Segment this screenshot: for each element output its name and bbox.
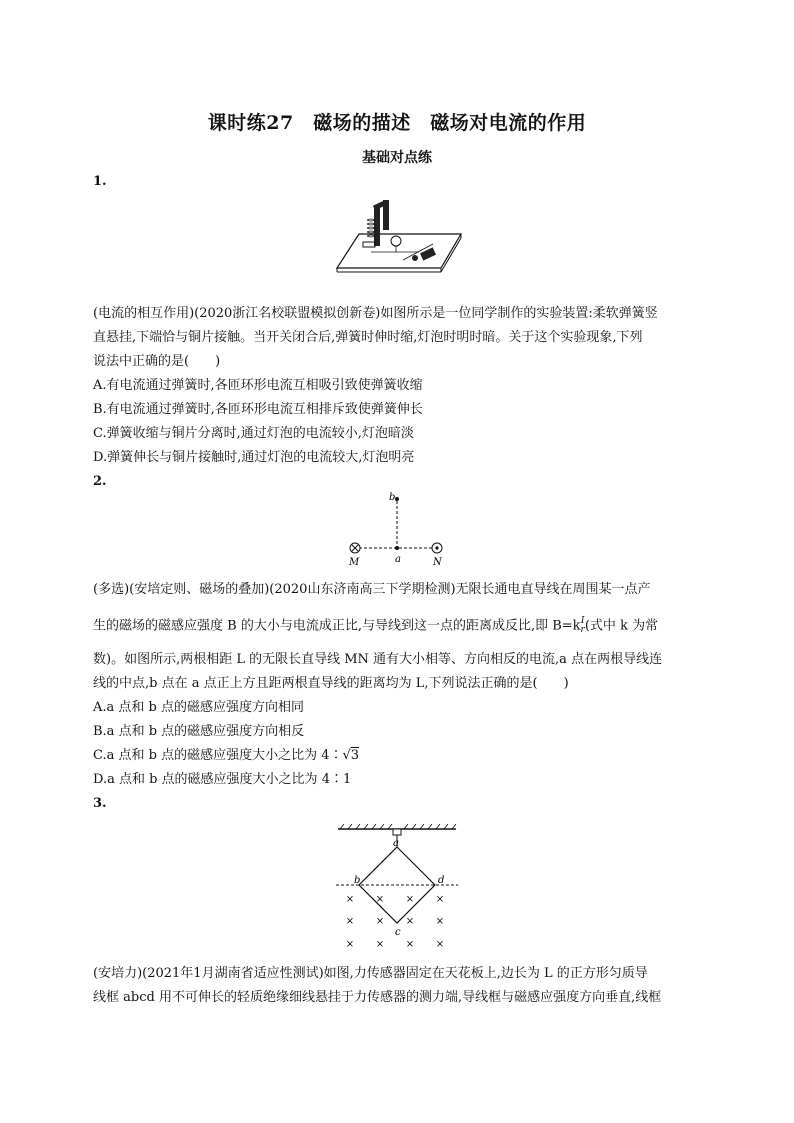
q2-option-d: D.a 点和 b 点的磁感应强度大小之比为 4∶1 [93, 772, 352, 787]
q2-stem-line-1: (多选)(安培定则、磁场的叠加)(2020山东济南高三下学期检测)无限长通电直导线在周围某一点产 [93, 582, 651, 597]
field-cross-mark: × [405, 916, 415, 927]
q1-option-b: B.有电流通过弹簧时,各匝环形电流互相排斥致使弹簧伸长 [93, 402, 423, 417]
q2-stem-line-2 [93, 617, 713, 635]
q2-label-n: N [433, 557, 442, 568]
q2-label-a: a [395, 554, 401, 565]
field-cross-mark: × [345, 916, 355, 927]
field-cross-mark: × [375, 894, 385, 905]
field-cross-mark: × [375, 916, 385, 927]
q2-stem-line-4: 线的中点,b 点在 a 点正上方且距两根直导线的距离均为 L,下列说法正确的是( ) [93, 676, 569, 691]
q2-label-m: M [349, 557, 360, 568]
question-1-number: 1. [93, 174, 107, 189]
q2-stem-line-3: 数)。如图所示,两根相距 L 的无限长直导线 MN 通有大小相等、方向相反的电流,a 点在两根导线连 [93, 652, 663, 667]
q2-label-b: b [389, 492, 396, 503]
q2-fraction-i-over-r: I r [580, 616, 585, 635]
q1-apparatus-figure [333, 196, 465, 274]
q2-stem-line-2-b: (式中 k 为常 [584, 618, 659, 634]
q1-stem-line-3: 说法中正确的是( ) [93, 354, 221, 369]
field-cross-mark: × [405, 939, 415, 950]
field-cross-mark: × [435, 916, 445, 927]
q3-wire-frame-figure [336, 823, 460, 955]
field-cross-mark: × [435, 894, 445, 905]
q3-stem-line-2: 线框 abcd 用不可伸长的轻质绝缘细线悬挂于力传感器的测力端,导线框与磁感应强度方向垂直,线框 [93, 990, 662, 1005]
q3-label-a: a [393, 838, 399, 849]
q3-stem-line-1: (安培力)(2021年1月湖南省适应性测试)如图,力传感器固定在天花板上,边长为 L 的正方形匀质导 [93, 966, 648, 981]
page-title: 课时练27 磁场的描述 磁场对电流的作用 [207, 112, 587, 134]
field-cross-mark: × [375, 939, 385, 950]
q1-option-c: C.弹簧收缩与铜片分离时,通过灯泡的电流较小,灯泡暗淡 [93, 426, 414, 441]
magnetic-field-cross-marks [346, 894, 444, 950]
sqrt-symbol: √ [342, 748, 351, 763]
q2-option-c-root: 3 [350, 748, 360, 763]
field-cross-mark: × [345, 939, 355, 950]
field-cross-mark: × [405, 894, 415, 905]
section-heading: 基础对点练 [362, 150, 432, 166]
q2-option-b: B.a 点和 b 点的磁感应强度方向相反 [93, 724, 305, 739]
question-2-number: 2. [93, 474, 107, 489]
q2-option-c: C.a 点和 b 点的磁感应强度大小之比为 4∶√3 [93, 748, 360, 763]
q2-stem-line-2-a: 生的磁场的磁感应强度 B 的大小与电流成正比,与导线到这一点的距离成反比,即 B=k [93, 618, 581, 634]
q1-stem-line-1: (电流的相互作用)(2020浙江名校联盟模拟创新卷)如图所示是一位同学制作的实验装置:柔软弹簧竖 [93, 306, 658, 321]
q1-stem-line-2: 直悬挂,下端恰与铜片接触。当开关闭合后,弹簧时伸时缩,灯泡时明时暗。关于这个实验现象,下列 [93, 330, 643, 345]
q1-option-a: A.有电流通过弹簧时,各匝环形电流互相吸引致使弹簧收缩 [93, 378, 423, 393]
field-cross-mark: × [345, 894, 355, 905]
q3-label-c: c [395, 927, 401, 938]
q3-label-d: d [438, 875, 445, 886]
q2-option-a: A.a 点和 b 点的磁感应强度方向相同 [93, 700, 304, 715]
q2-wire-figure [340, 490, 452, 572]
question-3-number: 3. [93, 796, 107, 811]
q1-option-d: D.弹簧伸长与铜片接触时,通过灯泡的电流较大,灯泡明亮 [93, 450, 415, 465]
q3-label-b: b [354, 875, 361, 886]
field-cross-mark: × [435, 939, 445, 950]
